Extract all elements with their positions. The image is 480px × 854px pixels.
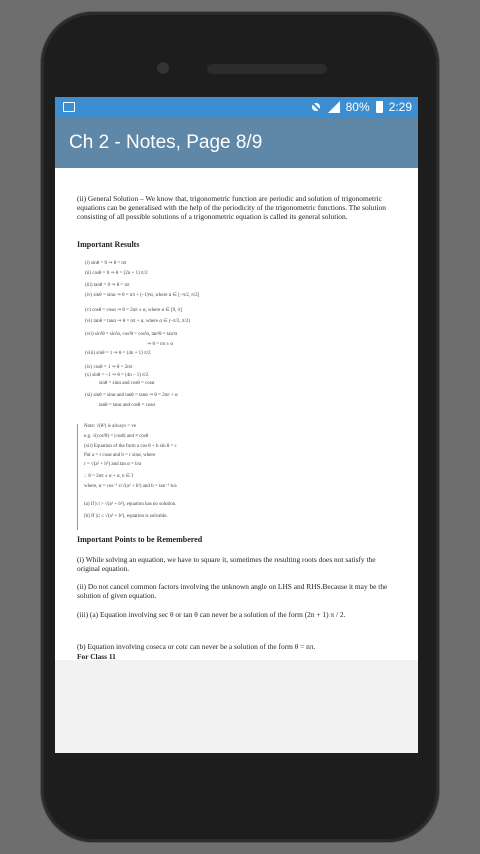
note-line: (b) If |c| ≤ √(a² + b²), equation is solvable. [84, 514, 168, 519]
point-i-text: (i) While solving an equation, we have to square it, sometimes the resulting roots does not satisfy the original equation. [77, 555, 376, 573]
result-line: (iv) sinθ = sinα ⇒ θ = nπ + (–1)ⁿα, where α ∈ [–π/2, π/2] [85, 293, 200, 298]
footer-text: For Class 11 [77, 652, 116, 660]
result-line: (v) cosθ = cosα ⇒ θ = 2nπ ± α, where α ∈ [0, π] [85, 308, 182, 313]
app-bar [55, 118, 418, 168]
result-line: ⇒ θ = nπ ± α [147, 342, 174, 347]
result-line: sinθ = sinα and cosθ = cosα [99, 381, 155, 386]
note-box [77, 424, 388, 530]
result-line: (ix) cosθ = 1 ⇒ θ = 2nπ [85, 365, 133, 370]
earpiece-speaker [207, 64, 327, 74]
note-line: where, α = cos⁻¹ c/√(a² + b²) and b = tan⁻¹ b/a [84, 484, 177, 489]
result-line: (x) sinθ = –1 ⇒ θ = (4n – 1) π/2 [85, 373, 149, 378]
general-solution-text: (ii) General Solution – We know that, trigonometric function are periodic and solution of trigonometric equations can be generalised with the help of the periodicity of the trigonometric functions. The solution consisting of all possible solutions of a trigonometric equation is called its general solution. [77, 194, 386, 221]
note-line: (a) If |c| > √(a² + b²), equation has no solution. [84, 502, 177, 507]
note-line: e.g. √(cos²θ) = |cosθ| and ≠ cosθ [84, 434, 149, 439]
battery-percent: 80% [345, 100, 370, 114]
point-ii-text: (ii) Do not cancel common factors involving the unknown angle on LHS and RHS.Because it may be the solution of given equation. [77, 582, 388, 600]
point-iii-text: (iii) (a) Equation involving sec θ or tan θ can never be a solution of the form (2n + 1) π / 2. [77, 610, 346, 619]
result-line: (iii) tanθ = 0 ⇒ θ = nπ [85, 283, 130, 288]
page-background [55, 660, 418, 753]
note-line: (xii) Equation of the form a cos θ + b sin θ = c [84, 444, 177, 449]
result-line: (vi) tanθ = tanα ⇒ θ = nπ + α, where α ∈ (–π/2, π/2) [85, 319, 190, 324]
remember-heading: Important Points to be Remembered [77, 535, 203, 544]
point-b-text: (b) Equation involving coseca or cotε can never be a solution of the form θ = nπ. [77, 642, 316, 651]
clock: 2:29 [388, 100, 412, 114]
result-line: tanθ = tanα and cosθ = cosα [99, 403, 155, 408]
result-line: (ii) cosθ = 0 ⇒ θ = (2n + 1) π/2 [85, 271, 148, 276]
important-results-heading: Important Results [77, 240, 140, 249]
battery-icon [376, 101, 383, 113]
page-title: Ch 2 - Notes, Page 8/9 [69, 132, 263, 153]
screen [55, 97, 418, 753]
result-line: (viii) sinθ = 1 ⇒ θ = (4n + 1) π/2 [85, 351, 151, 356]
document-page[interactable] [55, 168, 418, 660]
note-line: Note: √(θ²) is always > ve [84, 424, 137, 429]
status-bar [55, 97, 418, 118]
note-line: r = √(a² + b²) and tan α = b/a [84, 462, 142, 467]
image-notification-icon [63, 102, 75, 112]
result-line: (vii) sin²θ = sin²α, cos²θ = cos²α, tan²θ = tan²α [85, 332, 178, 337]
front-camera [157, 62, 169, 74]
signal-icon [328, 101, 340, 113]
mute-icon [310, 101, 322, 113]
note-line: Put a = r cosα and b = r sinα, where [84, 453, 156, 458]
note-line: ∴ θ = 2nπ ± α + α, n ∈ I [84, 474, 133, 479]
result-line: (xi) sinθ = sinα and tanθ = tanα ⇒ θ = 2nπ + α [85, 393, 178, 398]
result-line: (i) sinθ = 0 ⇒ θ = nπ [85, 261, 127, 266]
status-right [310, 100, 412, 114]
